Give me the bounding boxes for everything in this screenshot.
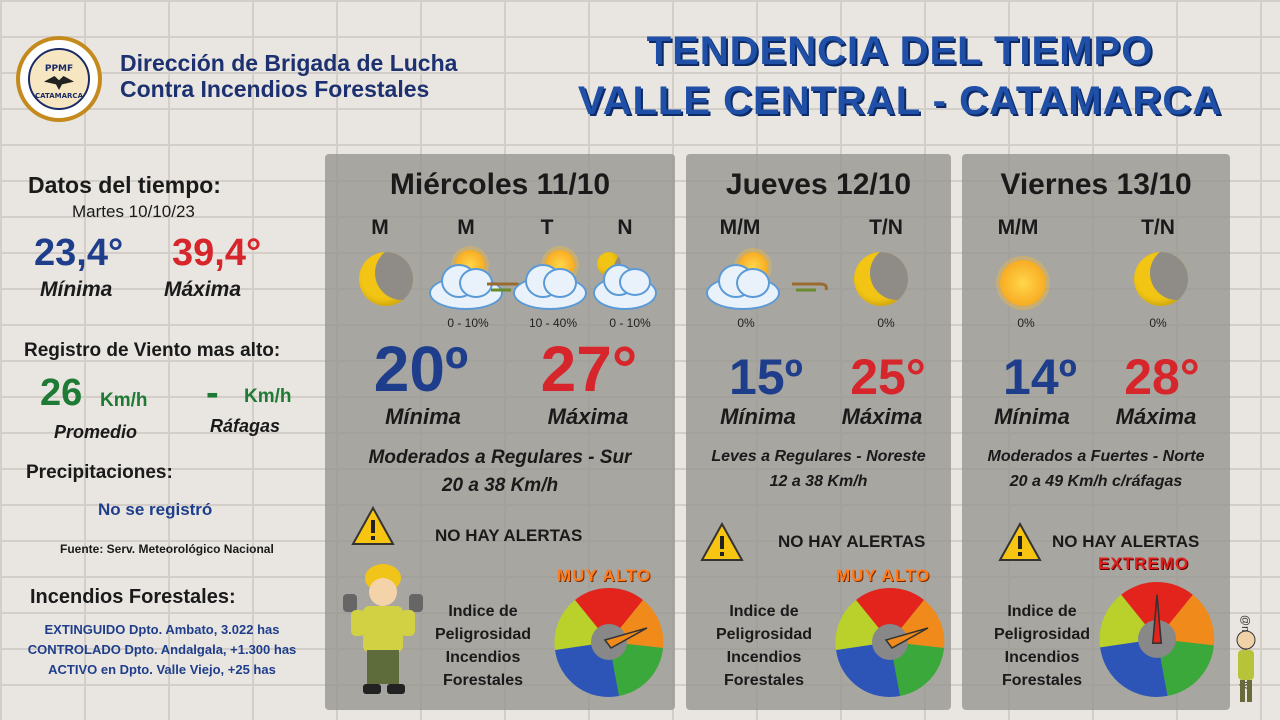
fire-item: EXTINGUIDO Dpto. Ambato, 3.022 has — [44, 622, 280, 637]
org-line-1: Dirección de Brigada de Lucha — [120, 50, 458, 76]
period-label: M — [457, 216, 475, 239]
index-label-line: Incendios — [1004, 649, 1080, 666]
firefighter-icon — [335, 558, 431, 708]
cloud-icon — [593, 262, 657, 306]
min-temp: 14º — [1003, 349, 1077, 405]
wind-gust-unit: Km/h — [244, 386, 292, 407]
eagle-icon — [44, 76, 74, 90]
min-label: Mínima — [720, 404, 796, 429]
danger-level: MUY ALTO — [557, 566, 652, 585]
max-label: Máxima — [547, 404, 629, 429]
day-title: Miércoles 11/10 — [389, 168, 611, 201]
observed-max-label: Máxima — [164, 278, 242, 301]
alert-text: NO HAY ALERTAS — [778, 532, 926, 551]
fire-item: ACTIVO en Dpto. Valle Viejo, +25 has — [48, 662, 276, 677]
precip-chance: 10 - 40% — [528, 316, 578, 330]
forecast-panel-friday — [962, 154, 1230, 710]
precip-chance: 0 - 10% — [447, 316, 489, 330]
index-label-line: Incendios — [726, 649, 802, 666]
moon-icon — [359, 252, 413, 306]
fire-danger-gauge — [553, 586, 665, 698]
precip-chance: 0% — [877, 316, 895, 330]
index-label-line: Indice de — [448, 603, 518, 620]
datos-date: Martes 10/10/23 — [72, 202, 195, 221]
precip-chance: 0 - 10% — [609, 316, 651, 330]
max-temp: 28° — [1124, 349, 1200, 405]
moon-icon — [1134, 252, 1188, 306]
wind-avg-label: Promedio — [54, 422, 138, 442]
min-temp: 15º — [729, 349, 803, 405]
warning-icon — [700, 522, 744, 562]
cloud-icon — [513, 262, 587, 306]
moon-icon — [854, 252, 908, 306]
index-label-line: Forestales — [442, 672, 524, 689]
max-label: Máxima — [1115, 404, 1197, 429]
observed-min-value: 23,4° — [34, 232, 124, 274]
alert-text: NO HAY ALERTAS — [435, 526, 583, 545]
logo-ppmf-text: PPMF — [44, 64, 74, 74]
period-label: T — [540, 216, 554, 239]
fires-title: Incendios Forestales: — [30, 586, 236, 608]
max-label: Máxima — [841, 404, 923, 429]
precip-chance: 0% — [737, 316, 755, 330]
wind-forecast-line: Leves a Regulares - Noreste — [711, 448, 926, 465]
wind-forecast-line: Moderados a Regulares - Sur — [368, 447, 632, 468]
precip-chance: 0% — [1149, 316, 1167, 330]
wind-forecast-line: 20 a 38 Km/h — [441, 475, 559, 496]
cloud-icon — [706, 262, 780, 306]
main-title — [540, 26, 1260, 126]
observed-min-label: Mínima — [40, 278, 113, 301]
logo-place-text: CATAMARCA — [35, 92, 83, 100]
wind-forecast-line: 12 a 38 Km/h — [769, 473, 868, 490]
wind-forecast — [325, 444, 675, 500]
max-temp: 25° — [850, 349, 926, 405]
observed-max-value: 39,4° — [172, 232, 262, 274]
max-temp: 27° — [540, 333, 638, 405]
alert-text: NO HAY ALERTAS — [1052, 532, 1200, 551]
index-label-line: Incendios — [445, 649, 521, 666]
index-label — [704, 600, 824, 692]
fire-danger-gauge — [834, 586, 946, 698]
day-title: Viernes 13/10 — [1000, 168, 1192, 201]
index-label-line: Forestales — [723, 672, 805, 689]
period-label: N — [617, 216, 633, 239]
datos-title: Datos del tiempo: — [28, 172, 221, 198]
index-label-line: Peligrosidad — [993, 626, 1091, 643]
wind-record-title: Registro de Viento mas alto: — [24, 340, 281, 361]
org-line-2: Contra Incendios Forestales — [120, 76, 430, 102]
forecast-panel-thursday — [686, 154, 951, 710]
period-label: M — [371, 216, 389, 239]
source-text: Fuente: Serv. Meteorológico Nacional — [60, 542, 274, 556]
period-label: T/N — [869, 216, 903, 239]
brigade-logo — [16, 36, 102, 122]
warning-icon — [351, 506, 395, 546]
wind-avg-value: 26 — [40, 372, 83, 414]
wind-forecast-line: 20 a 49 Km/h c/ráfagas — [1009, 473, 1183, 490]
index-label-line: Indice de — [1007, 603, 1077, 620]
wind-forecast-line: Moderados a Fuertes - Norte — [987, 448, 1205, 465]
wind-forecast — [686, 444, 951, 494]
danger-level: MUY ALTO — [836, 566, 931, 585]
index-label-line: Peligrosidad — [434, 626, 532, 643]
min-temp: 20º — [373, 333, 469, 405]
day-title: Jueves 12/10 — [725, 168, 912, 201]
wind-forecast — [962, 444, 1230, 494]
forecast-panel-wednesday — [325, 154, 675, 710]
wind-gust-value: - — [206, 372, 219, 414]
organization-name — [120, 50, 457, 102]
fires-list — [12, 620, 312, 680]
title-line-1: TENDENCIA DEL TIEMPO — [646, 29, 1154, 73]
period-label: M/M — [719, 216, 761, 239]
period-label: M/M — [997, 216, 1039, 239]
danger-level: EXTREMO — [1098, 554, 1190, 573]
sun-icon — [1000, 260, 1046, 306]
index-label-line: Indice de — [729, 603, 799, 620]
wind-avg-unit: Km/h — [100, 390, 148, 411]
warning-icon — [998, 522, 1042, 562]
precip-title: Precipitaciones: — [26, 462, 173, 483]
title-line-2: VALLE CENTRAL - CATAMARCA — [577, 79, 1223, 123]
fire-item: CONTROLADO Dpto. Andalgala, +1.300 has — [27, 642, 297, 657]
precip-chance: 0% — [1017, 316, 1035, 330]
wind-icon — [790, 278, 834, 298]
avatar — [1232, 628, 1260, 708]
min-label: Mínima — [994, 404, 1070, 429]
fire-danger-gauge — [1098, 580, 1216, 698]
index-label — [423, 600, 543, 692]
index-label-line: Forestales — [1001, 672, 1083, 689]
wind-gust-label: Ráfagas — [210, 416, 281, 436]
index-label — [982, 600, 1102, 692]
precip-value: No se registró — [98, 500, 213, 519]
min-label: Mínima — [385, 404, 461, 429]
period-label: T/N — [1141, 216, 1175, 239]
index-label-line: Peligrosidad — [715, 626, 813, 643]
